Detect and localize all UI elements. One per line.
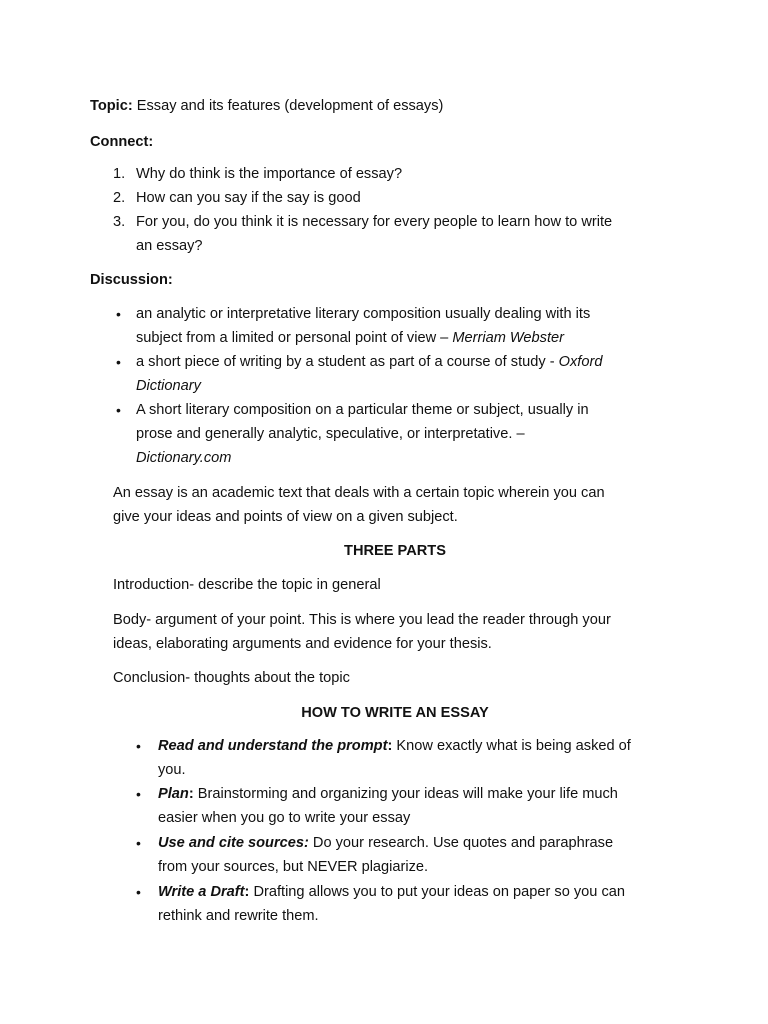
step-line: Do your research. Use quotes and paraphrase xyxy=(308,835,614,851)
step-text xyxy=(158,880,678,928)
three-parts-title: THREE PARTS xyxy=(344,543,446,559)
connect-list xyxy=(90,162,690,258)
connect-heading xyxy=(90,130,690,154)
topic-label: Topic: xyxy=(90,98,133,114)
definition-source: Dictionary xyxy=(136,378,201,394)
bullet-icon: • xyxy=(136,884,141,900)
list-number: 1. xyxy=(113,166,126,182)
step-line: you. xyxy=(158,762,186,778)
definition-line: an analytic or interpretative literary composition usually dealing with its xyxy=(136,306,591,322)
step-term: Write a Draft xyxy=(158,884,245,900)
step-text xyxy=(158,734,678,782)
definition-source: Merriam Webster xyxy=(452,330,564,346)
definition-text xyxy=(136,398,676,470)
summary-line: give your ideas and points of view on a given subject. xyxy=(113,509,458,525)
step-line: Brainstorming and organizing your ideas will make your life much xyxy=(193,786,618,802)
definition-line: A short literary composition on a particular theme or subject, usually in xyxy=(136,402,589,418)
bullet-icon: • xyxy=(136,835,141,851)
definition-text xyxy=(136,350,676,398)
discussion-label: Discussion: xyxy=(90,272,173,288)
connect-question-line: an essay? xyxy=(136,238,203,254)
connect-question: How can you say if the say is good xyxy=(136,190,361,206)
list-number: 2. xyxy=(113,190,126,206)
how-to-title: HOW TO WRITE AN ESSAY xyxy=(301,705,489,721)
step-separator: : xyxy=(244,884,250,900)
definition-line: prose and generally analytic, speculative, or interpretative. – xyxy=(136,426,525,442)
definition-source: Oxford xyxy=(558,354,603,370)
step-term: Use and cite sources: xyxy=(158,835,309,851)
body-part xyxy=(90,608,690,656)
connect-question: Why do think is the importance of essay? xyxy=(136,166,403,182)
introduction-text: Introduction- describe the topic in general xyxy=(113,577,381,593)
body-text xyxy=(113,608,673,656)
definition-line: subject from a limited or personal point of view – xyxy=(136,330,453,346)
bullet-icon: • xyxy=(136,738,141,754)
bullet-icon: • xyxy=(116,354,121,370)
topic-line xyxy=(90,94,690,118)
step-term: Plan xyxy=(158,786,189,802)
body-line: ideas, elaborating arguments and evidence for your thesis. xyxy=(113,636,492,652)
step-separator: : xyxy=(188,786,194,802)
topic-text: Essay and its features (development of essays) xyxy=(132,98,444,114)
list-number: 3. xyxy=(113,214,126,230)
connect-question xyxy=(136,210,686,258)
step-line: Drafting allows you to put your ideas on paper so you can xyxy=(249,884,625,900)
step-term: Read and understand the prompt xyxy=(158,738,388,754)
definition-text xyxy=(136,302,676,350)
definition-source: Dictionary.com xyxy=(136,450,232,466)
connect-label: Connect: xyxy=(90,134,154,150)
step-line: easier when you go to write your essay xyxy=(158,810,411,826)
step-line: from your sources, but NEVER plagiarize. xyxy=(158,859,429,875)
bullet-icon: • xyxy=(116,306,121,322)
step-text xyxy=(158,831,678,879)
bullet-icon: • xyxy=(116,402,121,418)
step-text xyxy=(158,782,678,830)
connect-question-line: For you, do you think it is necessary for every people to learn how to write xyxy=(136,214,613,230)
essay-summary xyxy=(90,481,690,529)
conclusion-text: Conclusion- thoughts about the topic xyxy=(113,670,350,686)
discussion-heading xyxy=(90,268,690,292)
summary-paragraph xyxy=(113,481,673,529)
how-to-steps xyxy=(90,734,690,930)
step-separator: : xyxy=(387,738,393,754)
bullet-icon: • xyxy=(136,786,141,802)
step-line: Know exactly what is being asked of xyxy=(392,738,631,754)
body-line: Body- argument of your point. This is where you lead the reader through your xyxy=(113,612,611,628)
definitions-list xyxy=(90,302,690,472)
step-line: rethink and rewrite them. xyxy=(158,908,319,924)
definition-line: a short piece of writing by a student as part of a course of study - xyxy=(136,354,559,370)
summary-line: An essay is an academic text that deals with a certain topic wherein you can xyxy=(113,485,605,501)
